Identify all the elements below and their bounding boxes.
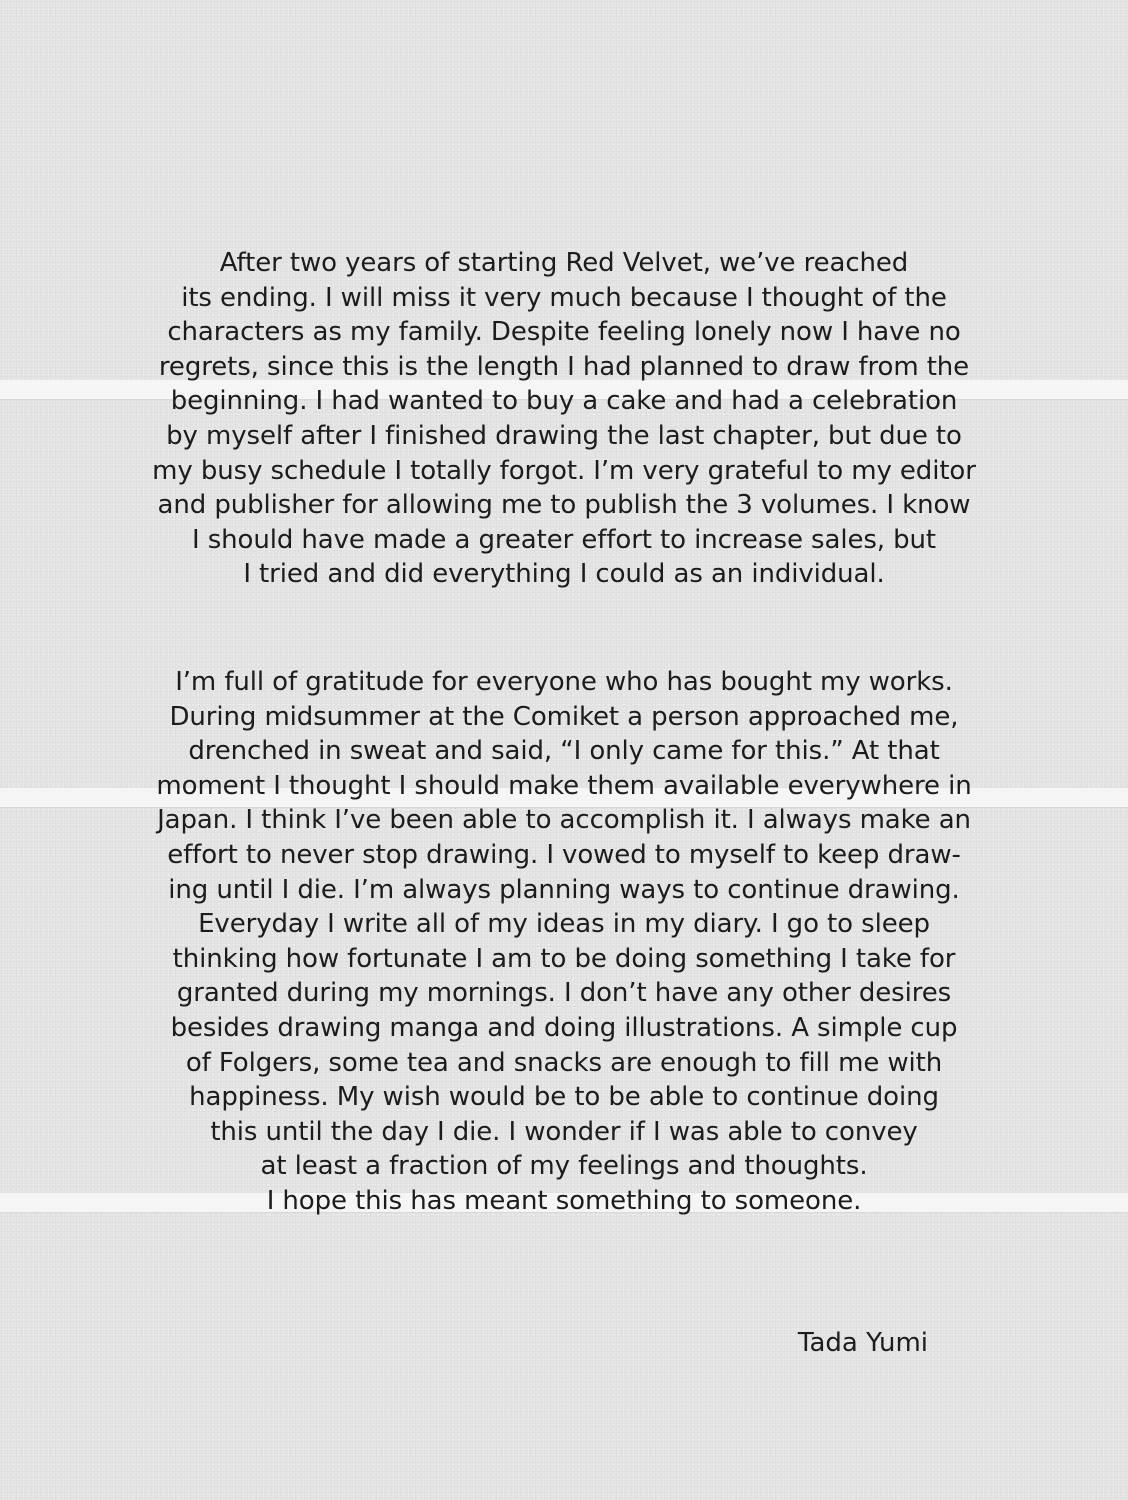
text-line: regrets, since this is the length I had planned to draw from the <box>158 351 970 382</box>
text-line: and publisher for allowing me to publish the 3 volumes. I know <box>157 490 971 521</box>
text-line: I should have made a greater effort to increase sales, but <box>191 524 937 555</box>
text-line: characters as my family. Despite feeling lonely now I have no <box>167 317 961 348</box>
text-line: at least a fraction of my feelings and thoughts. <box>260 1151 868 1182</box>
text-line: moment I thought I should make them available everywhere in <box>156 770 972 801</box>
text-line: effort to never stop drawing. I vowed to myself to keep draw- <box>167 839 961 870</box>
text-line: I tried and did everything I could as an individual. <box>243 559 885 590</box>
text-line: besides drawing manga and doing illustrations. A simple cup <box>170 1012 958 1043</box>
text-line: happiness. My wish would be to be able to continue doing <box>189 1082 939 1113</box>
text-line: After two years of starting Red Velvet, we’ve reached <box>219 248 909 278</box>
text-line: my busy schedule I totally forgot. I’m very grateful to my editor <box>152 455 976 486</box>
text-line: this until the day I die. I wonder if I was able to convey <box>210 1116 918 1147</box>
letter-paragraph-1 <box>120 246 1008 592</box>
author-signature: Tada Yumi <box>797 1328 928 1358</box>
text-line: its ending. I will miss it very much because I thought of the <box>181 282 947 313</box>
letter-paragraph-2 <box>120 665 1008 1219</box>
text-line: granted during my mornings. I don’t have any other desires <box>176 978 952 1009</box>
text-line: Everyday I write all of my ideas in my diary. I go to sleep <box>198 909 930 940</box>
text-line: I’m full of gratitude for everyone who has bought my works. <box>175 667 953 697</box>
text-line: drenched in sweat and said, “I only came for this.” At that <box>188 736 940 767</box>
text-line: beginning. I had wanted to buy a cake and had a celebration <box>170 386 958 417</box>
text-line: thinking how fortunate I am to be doing something I take for <box>172 943 956 974</box>
text-line: I hope this has meant something to someone. <box>266 1185 862 1216</box>
text-line: ing until I die. I’m always planning ways to continue drawing. <box>168 874 960 905</box>
text-line: by myself after I finished drawing the last chapter, but due to <box>166 420 962 451</box>
text-line: During midsummer at the Comiket a person approached me, <box>169 701 959 732</box>
text-line: Japan. I think I’ve been able to accomplish it. I always make an <box>157 805 971 836</box>
text-line: of Folgers, some tea and snacks are enough to fill me with <box>185 1047 943 1078</box>
